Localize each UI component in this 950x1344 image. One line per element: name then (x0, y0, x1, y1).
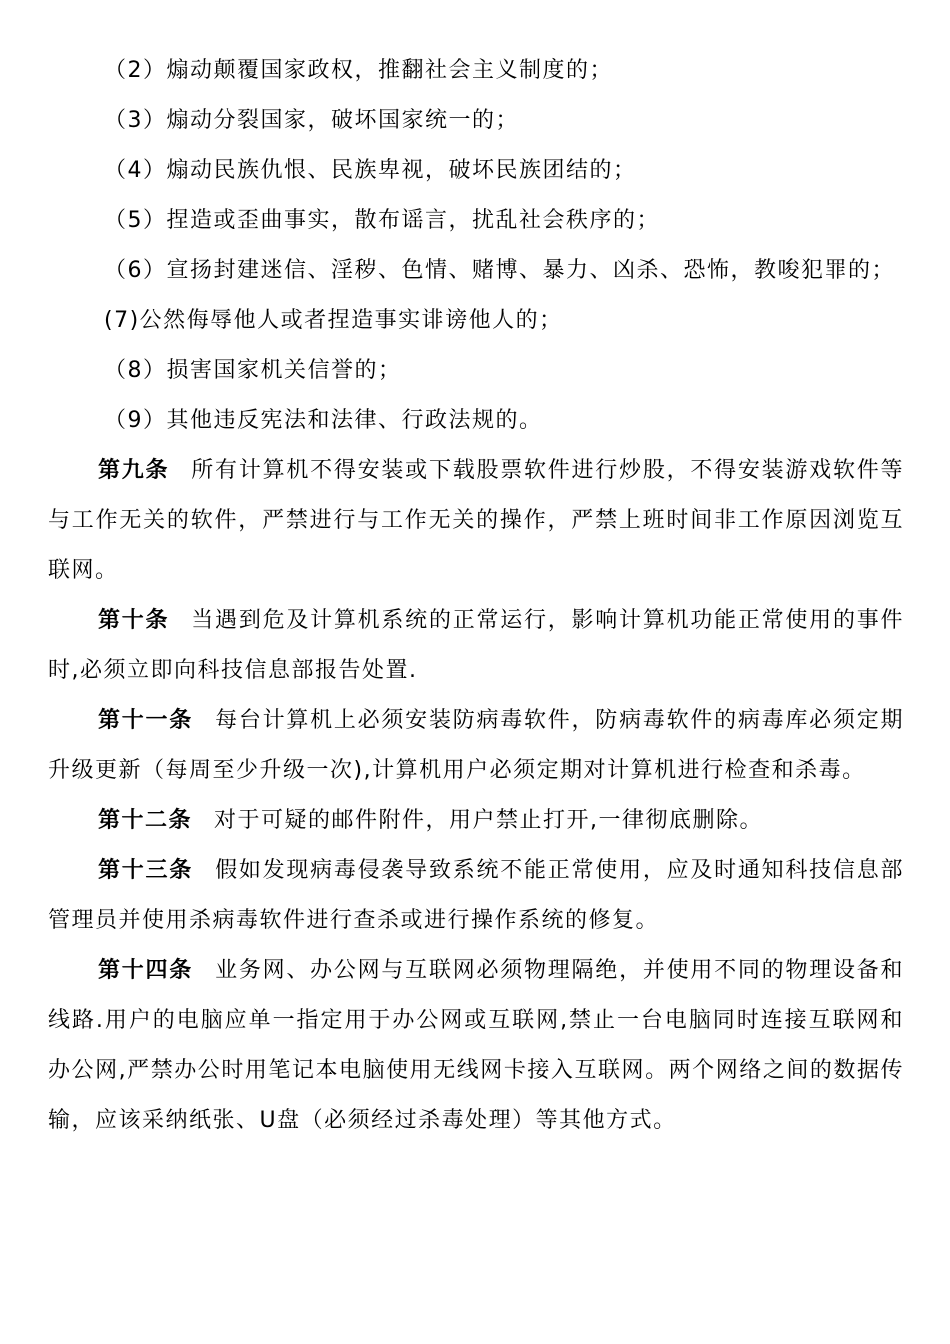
article-number: 第十条 (98, 608, 170, 633)
list-item: (7)公然侮辱他人或者捏造事实诽谤他人的； (104, 308, 563, 333)
list-item: （9）其他违反宪法和法律、行政法规的。 (104, 408, 543, 433)
article-number: 第十一条 (98, 708, 194, 733)
list-item: （3）煽动分裂国家，破坏国家统一的； (104, 108, 519, 133)
article-number: 第十二条 (98, 808, 193, 833)
article-14 (48, 946, 904, 1146)
article-10 (48, 596, 904, 696)
article-text: 假如发现病毒侵袭导致系统不能正常使用，应及时通知科技信息部管理员并使用杀病毒软件进行查杀或进行操作系统的修复。 (48, 858, 904, 933)
list-item: （5）捏造或歪曲事实，散布谣言，扰乱社会秩序的； (104, 208, 660, 233)
article-number: 第十三条 (98, 858, 194, 883)
article-text: 每台计算机上必须安装防病毒软件，防病毒软件的病毒库必须定期升级更新（每周至少升级一次),计算机用户必须定期对计算机进行检查和杀毒。 (48, 708, 904, 783)
document-page (48, 46, 904, 1146)
article-number: 第九条 (98, 458, 170, 483)
article-text: 所有计算机不得安装或下载股票软件进行炒股，不得安装游戏软件等与工作无关的软件，严禁进行与工作无关的操作，严禁上班时间非工作原因浏览互联网。 (48, 458, 904, 583)
article-13 (48, 846, 904, 946)
article-11 (48, 696, 904, 796)
article-9 (48, 446, 904, 596)
article-text: 业务网、办公网与互联网必须物理隔绝，并使用不同的物理设备和线路.用户的电脑应单一指定用于办公网或互联网,禁止一台电脑同时连接互联网和办公网,严禁办公时用笔记本电脑使用无线网卡接入互联网。两个网络之间的数据传输，应该采纳纸张、U盘（必须经过杀毒处理）等其他方式。 (48, 958, 904, 1133)
list-item: （2）煽动颠覆国家政权，推翻社会主义制度的； (104, 58, 613, 83)
list-item: （4）煽动民族仇恨、民族卑视，破坏民族团结的； (104, 158, 637, 183)
article-number: 第十四条 (98, 958, 194, 983)
article-text: 对于可疑的邮件附件，用户禁止打开,一律彻底删除。 (214, 808, 764, 833)
list-item: （6）宣扬封建迷信、淫秽、色情、赌博、暴力、凶杀、恐怖，教唆犯罪的； (104, 258, 895, 283)
article-12 (48, 796, 904, 846)
article-text: 当遇到危及计算机系统的正常运行，影响计算机功能正常使用的事件时,必须立即向科技信息部报告处置. (48, 608, 904, 683)
list-item: （8）损害国家机关信誉的； (104, 358, 402, 383)
